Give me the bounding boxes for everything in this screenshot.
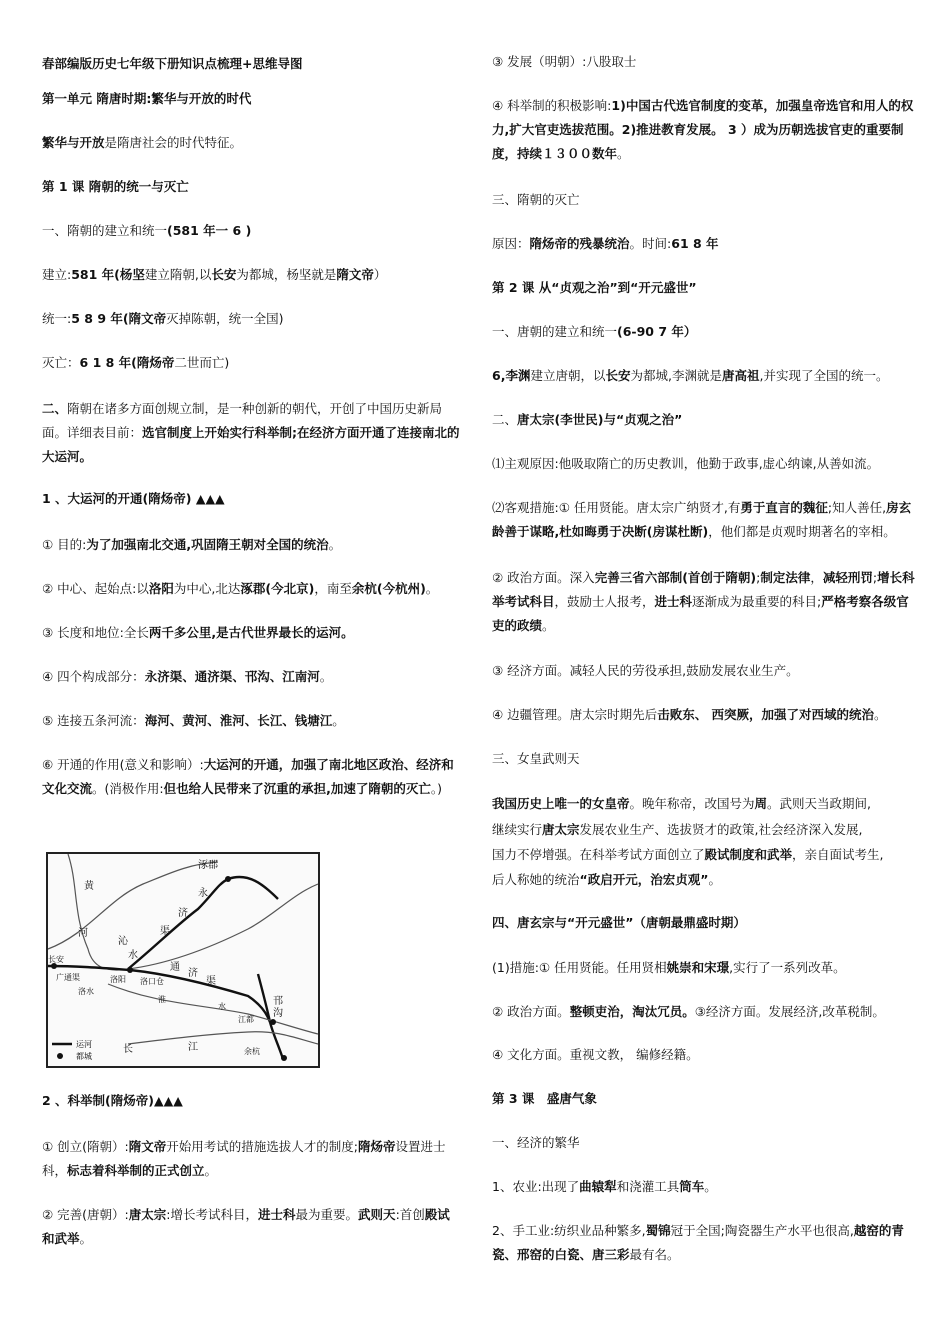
exam-impact: ④ 科举制的积极影响:1)中国古代选官制度的变革，加强皇帝选官和用人的权力,扩大官吏选拔范围。2)推进教育发展。 3 ）成为历朝选拔官吏的重要制度，持续１３００数年。 (492, 98, 914, 161)
label-qu2: 渠 (206, 976, 216, 987)
yellow-river-loop (68, 854, 128, 970)
label-guangtongqu: 广通渠 (56, 973, 80, 982)
xuanzong-measures: (1)措施:① 任用贤能。任用贤相姚崇和宋璟,实行了一系列改革。 (492, 960, 846, 975)
zhuojun-marker (225, 876, 231, 882)
label-ji2: 济 (188, 968, 198, 979)
xuanzong-heading: 四、唐玄宗与“开元盛世”（唐朝最鼎盛时期） (492, 915, 746, 930)
canal-parts: ④ 四个构成部分：永济渠、通济渠、邗沟、江南河。 (42, 669, 333, 684)
sui-fall-reason: 原因：隋炀帝的残暴统治。时间:61 8 年 (492, 236, 719, 251)
label-huang: 黄 (84, 881, 94, 892)
taizong-economy: ③ 经济方面。减轻人民的劳役承担,鼓励发展农业生产。 (492, 663, 799, 678)
label-yong: 永 (198, 888, 208, 899)
luoyang-marker (127, 967, 133, 973)
huai-river (108, 984, 318, 1034)
taizong-politics: ② 政治方面。深入完善三省六部制(首创于隋朝);制定法律，减轻刑罚;增长科举考试科目，鼓励士人报考，进士科逐渐成为最重要的科目;严格考察各级官吏的政绩。 (492, 570, 915, 633)
label-jiangdu: 江都 (238, 1015, 254, 1024)
legend-capital-label: 都城 (76, 1052, 92, 1061)
label-shui: 水 (128, 950, 138, 961)
sui-founding: 建立:581 年(杨坚建立隋朝,以长安为都城，杨坚就是隋文帝） (42, 267, 387, 282)
canal-rivers: ⑤ 连接五条河流：海河、黄河、淮河、长江、钱塘江。 (42, 713, 345, 728)
label-yuhang: 余杭 (244, 1047, 260, 1056)
jiangnan-canal (270, 1022, 283, 1059)
sui-unification: 统一:5 8 9 年(隋文帝灭掉陈朝，统一全国) (42, 311, 284, 326)
yuhang-marker (281, 1055, 287, 1061)
lesson3-title: 第 3 课 盛唐气象 (492, 1091, 597, 1106)
wuzetian-line3: 国力不停增强。在科举考试方面创立了殿试制度和武举，亲自面试考生, (492, 847, 884, 862)
yellow-river-lower (128, 884, 318, 969)
label-luokoucang: 洛口仓 (140, 977, 164, 986)
sui-fall: 灭亡：6 1 8 年(隋炀帝二世而亡) (42, 355, 230, 370)
economy-heading: 一、经济的繁华 (492, 1135, 580, 1150)
canal-length: ③ 长度和地位:全长两千多公里,是古代世界最长的运河。 (42, 625, 354, 640)
unit-title: 第一单元 隋唐时期:繁华与开放的时代 (42, 91, 252, 106)
exam-founding: ① 创立(隋朝）:隋文帝开始用考试的措施选拔人才的制度;隋炀帝设置进士科，标志着科举制的正式创立。 (42, 1139, 446, 1178)
label-he: 河 (78, 928, 88, 939)
label-jiang: 江 (188, 1042, 198, 1053)
yellow-river-upper (48, 862, 218, 949)
wuzetian-line4: 后人称她的统治“政启开元，治宏贞观”。 (492, 872, 721, 887)
canal-heading: 1 、大运河的开通(隋炀帝) ▲▲▲ (42, 491, 225, 506)
label-chang: 长 (123, 1044, 133, 1055)
label-qu: 渠 (160, 926, 170, 937)
agriculture-line: 1、农业:出现了曲辕犁和浇灌工具筒车。 (492, 1179, 717, 1194)
theme-line: 繁华与开放是隋唐社会的时代特征。 (42, 135, 243, 150)
wuzetian-line2: 继续实行唐太宗发展农业生产、选拔贤才的政策,社会经济深入发展, (492, 822, 863, 837)
taizong-border: ④ 边疆管理。唐太宗时期先后击败东、 西突厥，加强了对西域的统治。 (492, 707, 887, 722)
taizong-subjective: ⑴主观原因:他吸取隋亡的历史教训，他勤于政事,虚心纳谏,从善如流。 (492, 456, 880, 471)
lesson2-title: 第 2 课 从“贞观之治”到“开元盛世” (492, 280, 697, 295)
label-luoshui: 洛水 (78, 987, 94, 996)
label-huai: 淮 (158, 995, 166, 1004)
doc-title: 春部编版历史七年级下册知识点梳理+思维导图 (42, 56, 303, 71)
label-tong: 通 (170, 962, 180, 973)
label-zhuojun: 涿郡 (198, 860, 218, 871)
sui-innovation: 二、隋朝在诸多方面创规立制，是一种创新的朝代，开创了中国历史新局面。详细表目前：选官制度上开始实行科举制;在经济方面开通了连接南北的大运河。 (42, 401, 460, 464)
legend-capital-marker (57, 1053, 63, 1059)
label-shui2: 水 (218, 1002, 226, 1011)
taizong-objective: ⑵客观措施:① 任用贤能。唐太宗广纳贤才,有勇于直言的魏征;知人善任,房玄龄善于谋略,杜如晦勇于决断(房谋杜断)，他们都是贞观时期著名的宰相。 (492, 500, 912, 539)
exam-heading: 2 、科举制(隋炀帝)▲▲▲ (42, 1093, 183, 1108)
canal-center: ② 中心、起始点:以洛阳为中心,北达涿郡(今北京)，南至余杭(今杭州)。 (42, 581, 439, 596)
label-ji: 济 (178, 908, 188, 919)
grand-canal-map (46, 852, 320, 1068)
label-luoyang: 洛阳 (110, 975, 126, 984)
exam-development: ③ 发展（明朝）:八股取士 (492, 54, 637, 69)
wuzetian-line1: 我国历史上唯一的女皇帝。晚年称帝，改国号为周。武则天当政期间, (492, 796, 872, 811)
tang-founding: 6,李渊建立唐朝，以长安为都城,李渊就是唐高祖,并实现了全国的统一。 (492, 368, 889, 383)
sui-fall-heading: 三、隋朝的灭亡 (492, 192, 580, 207)
legend-canal-label: 运河 (76, 1040, 92, 1049)
label-qin: 沁 (118, 936, 128, 947)
handicraft-line: 2、手工业:纺织业品种繁多,蜀锦冠于全国;陶瓷器生产水平也很高,越窑的青瓷、邢窑的白瓷、唐三彩最有名。 (492, 1223, 904, 1262)
canal-purpose: ① 目的:为了加强南北交通,巩固隋王朝对全国的统治。 (42, 537, 342, 552)
hangou-canal (258, 974, 270, 1022)
canal-map-svg (48, 854, 318, 1066)
yangtze-river (128, 1032, 318, 1044)
xuanzong-politics: ② 政治方面。整顿吏治，淘汰冗员。③经济方面。发展经济,改革税制。 (492, 1004, 885, 1019)
taizong-heading: 二、唐太宗(李世民)与“贞观之治” (492, 412, 683, 427)
label-han: 邗 (273, 996, 283, 1007)
xuanzong-culture: ④ 文化方面。重视文教， 编修经籍。 (492, 1047, 699, 1062)
wuzetian-heading: 三、女皇武则天 (492, 751, 580, 766)
label-changan: 长安 (48, 955, 64, 964)
label-gou: 沟 (273, 1008, 283, 1019)
lesson1-title: 第 1 课 隋朝的统一与灭亡 (42, 179, 189, 194)
exam-improve: ② 完善(唐朝）:唐太宗:增长考试科目，进士科最为重要。武则天:首创殿试和武举。 (42, 1207, 450, 1246)
canal-effects: ⑥ 开通的作用(意义和影响）:大运河的开通，加强了南北地区政治、经济和文化交流。(消极作用:但也给人民带来了沉重的承担,加速了隋朝的灭亡。) (42, 757, 454, 796)
sui-unify-heading: 一、隋朝的建立和统一(581 年一 6 ) (42, 223, 252, 238)
tang-founding-heading: 一、唐朝的建立和统一(6-90 7 年） (492, 324, 697, 339)
jiangdu-marker (270, 1019, 276, 1025)
